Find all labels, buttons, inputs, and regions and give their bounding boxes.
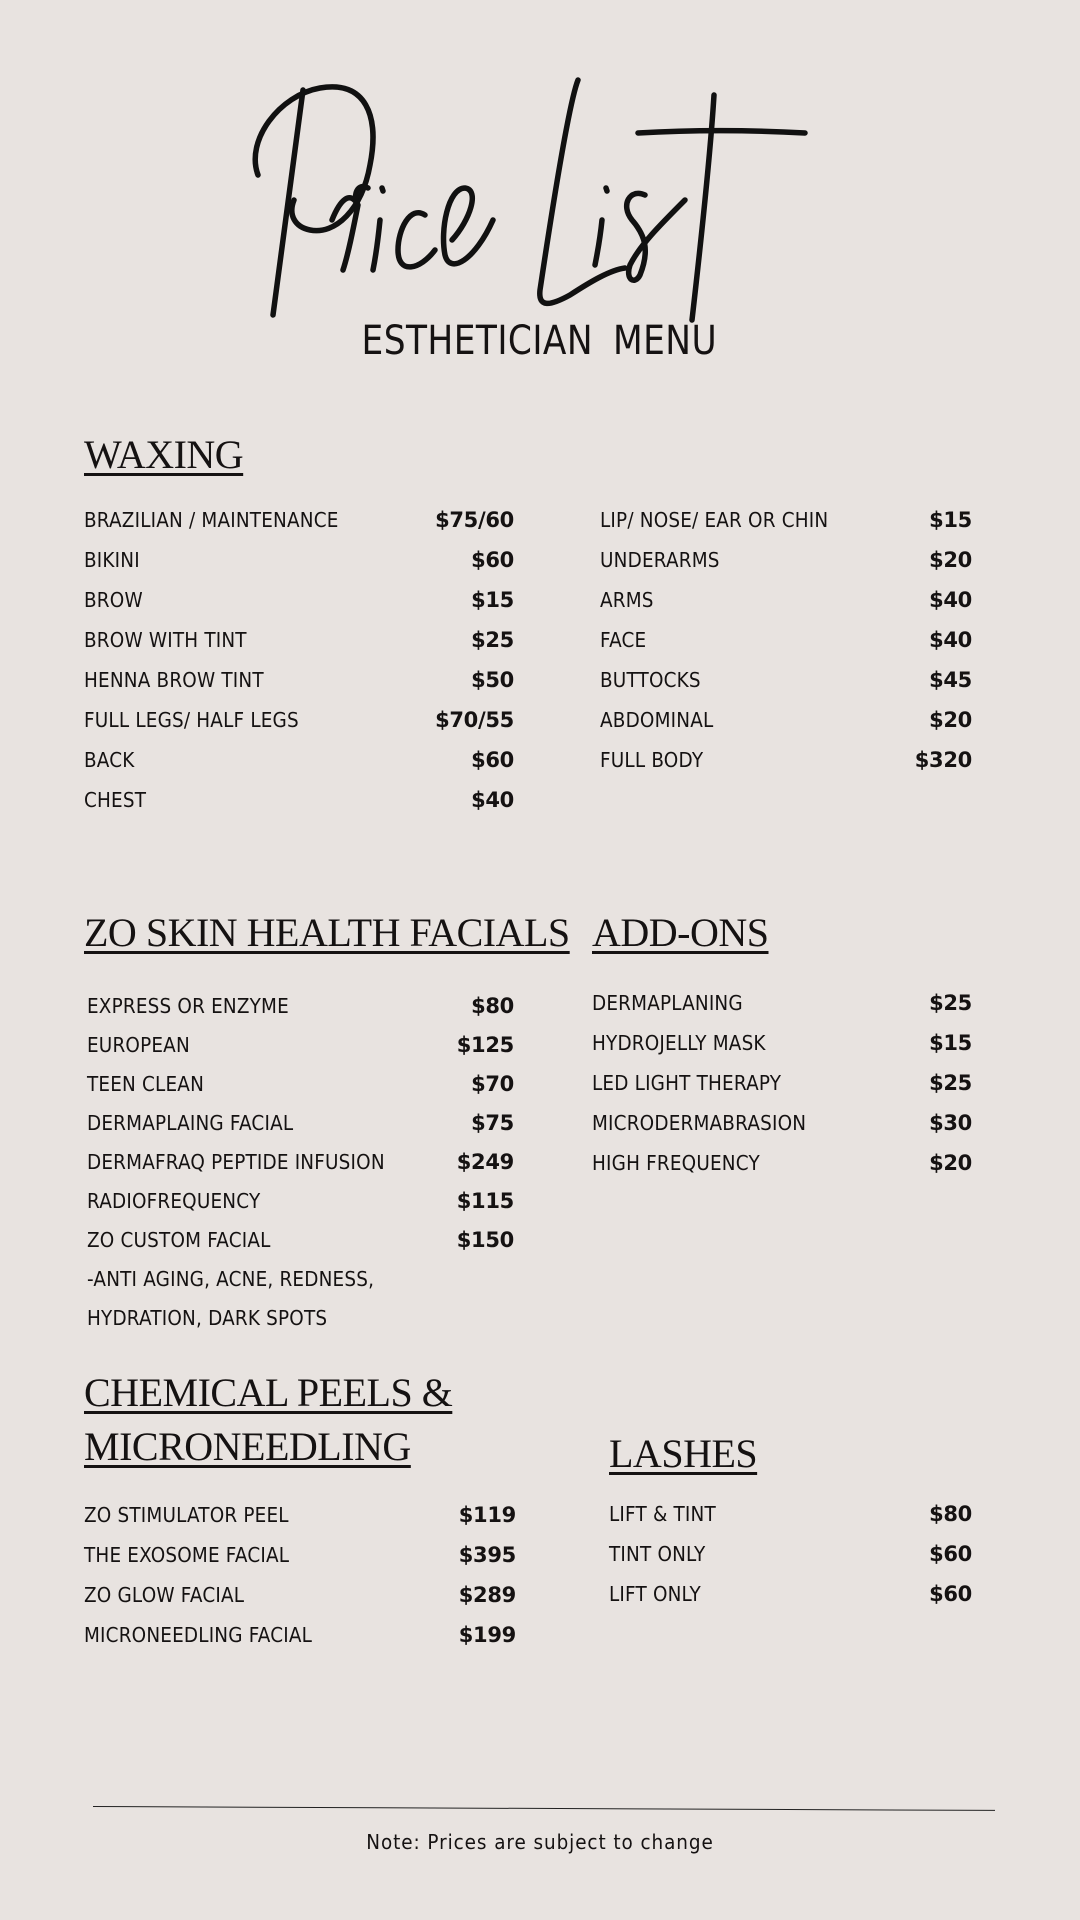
- service-name: LIFT ONLY: [609, 1582, 701, 1606]
- service-price: $60: [471, 748, 514, 772]
- service-price: $60: [929, 1582, 972, 1606]
- service-price: $395: [458, 1543, 516, 1567]
- service-name: EXPRESS OR ENZYME: [87, 994, 289, 1018]
- service-name: LED LIGHT THERAPY: [592, 1071, 782, 1095]
- service-price: $40: [471, 788, 514, 812]
- service-name: MICRODERMABRASION: [592, 1111, 807, 1135]
- description-row: [87, 1259, 514, 1299]
- price-row: [600, 540, 972, 580]
- service-name: ZO GLOW FACIAL: [84, 1583, 245, 1607]
- page-title: [240, 70, 960, 340]
- service-price: $20: [929, 548, 972, 572]
- service-name: ABDOMINAL: [600, 708, 714, 732]
- section-heading-addons: ADD-ONS: [592, 910, 769, 955]
- price-row: [609, 1494, 972, 1534]
- price-row: [84, 620, 514, 660]
- service-price: $45: [929, 668, 972, 692]
- service-price: $20: [929, 1151, 972, 1175]
- price-row: [84, 540, 514, 580]
- price-row: [87, 1064, 514, 1104]
- price-row: [87, 1181, 514, 1221]
- price-row: [87, 1142, 514, 1182]
- footer-divider: [93, 1806, 995, 1811]
- service-name: DERMAPLAING FACIAL: [87, 1111, 294, 1135]
- service-name: FULL LEGS/ HALF LEGS: [84, 708, 299, 732]
- service-price: $80: [471, 994, 514, 1018]
- price-row: [609, 1574, 972, 1614]
- service-name: BUTTOCKS: [600, 668, 701, 692]
- service-price: $75/60: [435, 508, 514, 532]
- service-price: $70/55: [435, 708, 514, 732]
- service-price: $289: [458, 1583, 516, 1607]
- service-name: UNDERARMS: [600, 548, 720, 572]
- service-price: $115: [456, 1189, 514, 1213]
- service-name: HENNA BROW TINT: [84, 668, 264, 692]
- price-row: [592, 1103, 972, 1143]
- service-name: TINT ONLY: [609, 1542, 706, 1566]
- service-name: EUROPEAN: [87, 1033, 190, 1057]
- section-heading-peels-line2: MICRONEEDLING: [84, 1424, 411, 1469]
- price-row: [84, 1575, 516, 1615]
- section-heading-facials: ZO SKIN HEALTH FACIALS: [84, 910, 570, 955]
- service-price: $15: [929, 1031, 972, 1055]
- price-row: [592, 1023, 972, 1063]
- price-row: [84, 580, 514, 620]
- price-row: [87, 1025, 514, 1065]
- section-heading-lashes: LASHES: [609, 1431, 758, 1476]
- service-price: $75: [471, 1111, 514, 1135]
- service-description: -ANTI AGING, ACNE, REDNESS,: [87, 1267, 375, 1291]
- service-name: BRAZILIAN / MAINTENANCE: [84, 508, 339, 532]
- price-row: [87, 986, 514, 1026]
- page-subtitle: ESTHETICIAN MENU: [361, 318, 718, 364]
- service-name: HIGH FREQUENCY: [592, 1151, 760, 1175]
- service-price: $15: [929, 508, 972, 532]
- price-row: [600, 660, 972, 700]
- service-price: $25: [929, 991, 972, 1015]
- price-list-script-lettering: [240, 70, 960, 340]
- service-price: $70: [471, 1072, 514, 1096]
- service-price: $80: [929, 1502, 972, 1526]
- price-row: [84, 700, 514, 740]
- service-name: ZO CUSTOM FACIAL: [87, 1228, 271, 1252]
- description-row: [87, 1298, 514, 1338]
- service-name: LIP/ NOSE/ EAR OR CHIN: [600, 508, 829, 532]
- service-price: $199: [458, 1623, 516, 1647]
- service-description: HYDRATION, DARK SPOTS: [87, 1306, 328, 1330]
- price-row: [600, 620, 972, 660]
- price-row: [87, 1220, 514, 1260]
- service-name: DERMAFRAQ PEPTIDE INFUSION: [87, 1150, 385, 1174]
- service-price: $50: [471, 668, 514, 692]
- service-name: CHEST: [84, 788, 147, 812]
- service-price: $119: [458, 1503, 516, 1527]
- price-row: [609, 1534, 972, 1574]
- price-row: [84, 1615, 516, 1655]
- price-row: [84, 740, 514, 780]
- service-name: ZO STIMULATOR PEEL: [84, 1503, 289, 1527]
- service-name: THE EXOSOME FACIAL: [84, 1543, 290, 1567]
- price-row: [84, 780, 514, 820]
- service-name: FULL BODY: [600, 748, 704, 772]
- service-name: HYDROJELLY MASK: [592, 1031, 766, 1055]
- service-name: BROW: [84, 588, 143, 612]
- service-name: BIKINI: [84, 548, 140, 572]
- service-name: TEEN CLEAN: [87, 1072, 205, 1096]
- footer-note: Note: Prices are subject to change: [366, 1830, 714, 1854]
- price-row: [600, 580, 972, 620]
- service-price: $320: [914, 748, 972, 772]
- service-name: ARMS: [600, 588, 654, 612]
- service-price: $60: [471, 548, 514, 572]
- price-row: [592, 1063, 972, 1103]
- service-name: RADIOFREQUENCY: [87, 1189, 261, 1213]
- price-row: [84, 500, 514, 540]
- service-price: $150: [456, 1228, 514, 1252]
- service-price: $25: [471, 628, 514, 652]
- service-name: MICRONEEDLING FACIAL: [84, 1623, 313, 1647]
- service-price: $15: [471, 588, 514, 612]
- section-heading-peels-line1: CHEMICAL PEELS &: [84, 1370, 453, 1415]
- service-price: $125: [456, 1033, 514, 1057]
- price-row: [592, 983, 972, 1023]
- service-name: BACK: [84, 748, 135, 772]
- price-row: [84, 1495, 516, 1535]
- service-name: LIFT & TINT: [609, 1502, 716, 1526]
- price-row: [84, 1535, 516, 1575]
- service-price: $60: [929, 1542, 972, 1566]
- section-heading-waxing: WAXING: [84, 432, 244, 477]
- price-row: [600, 500, 972, 540]
- service-price: $249: [456, 1150, 514, 1174]
- service-price: $20: [929, 708, 972, 732]
- service-name: FACE: [600, 628, 647, 652]
- service-price: $40: [929, 628, 972, 652]
- price-row: [600, 700, 972, 740]
- service-name: BROW WITH TINT: [84, 628, 247, 652]
- service-name: DERMAPLANING: [592, 991, 743, 1015]
- price-row: [87, 1103, 514, 1143]
- price-row: [592, 1143, 972, 1183]
- service-price: $40: [929, 588, 972, 612]
- service-price: $30: [929, 1111, 972, 1135]
- service-price: $25: [929, 1071, 972, 1095]
- price-row: [84, 660, 514, 700]
- price-row: [600, 740, 972, 780]
